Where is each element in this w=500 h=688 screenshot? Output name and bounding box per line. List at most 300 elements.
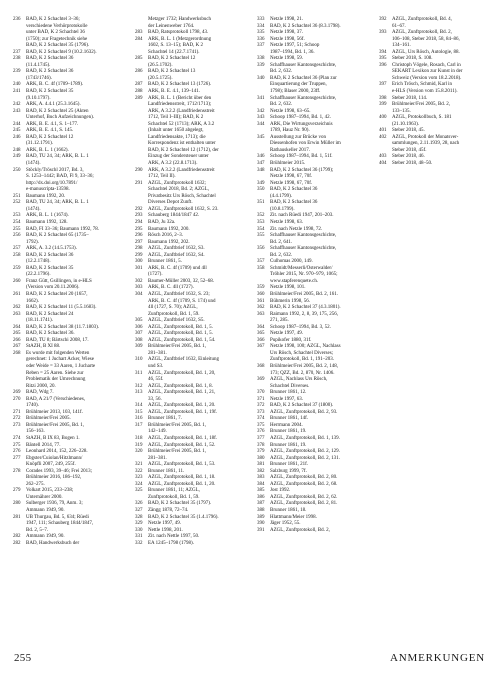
endnote <box>135 17 253 30</box>
endnote <box>257 364 375 377</box>
endnote-text: Ammann 1949, 90. <box>26 534 65 540</box>
endnote-number: 350 <box>257 187 265 193</box>
endnote-text: Netzle 1998, 37. <box>270 30 304 36</box>
endnote <box>379 115 497 128</box>
endnote-number: 345 <box>257 134 265 140</box>
endnote <box>257 96 375 109</box>
endnote <box>13 541 131 548</box>
endnote <box>135 96 253 168</box>
endnote-text: Baumann 1992, 200. <box>148 226 190 232</box>
endnote-number: 243 <box>13 108 21 114</box>
endnote-text: Bühmerin 1998, 56. <box>270 298 310 304</box>
endnote-text: AZGL, Zunftprotokoll, Bd. 1, 21, 33, 56. <box>148 390 216 402</box>
endnote <box>13 279 131 292</box>
endnote-text: Brühlmeier/Frei 2005, Bd. 2, 133–135. <box>392 102 451 114</box>
endnote-text: Netzle 1998, 21. <box>270 17 304 22</box>
endnote-number: 304 <box>135 291 143 297</box>
endnote-number: 321 <box>135 462 143 468</box>
endnote-text: AZGL, Zunftprotokoll, Bd. 1, 139. <box>270 436 340 441</box>
endnote-number: 320 <box>135 449 143 455</box>
endnote-text: Ebgster/Cuiolan/Hitzlmann/ Knöpfli 2007, 249, 255f. <box>26 455 83 468</box>
endnote-number: 300 <box>135 259 143 265</box>
endnote <box>135 56 253 69</box>
endnote-text: AZGL, Zunftprotokoll, Bd. 1, 8. <box>148 383 213 389</box>
endnote-text: BAD, Wdg 7. <box>26 390 54 396</box>
endnote-text: AZGL, Zunftbrief 1632, Einleitung und S3. <box>148 357 219 369</box>
endnote <box>257 246 375 259</box>
endnote-text: Netzle 1998, 100; AZGL, Nachlass Urs Rösch, Schachtel Diverses; Zunftprotokoll, Bd. 1, 191–203. <box>270 344 341 363</box>
endnote-text: AZGL, Zunftprotokoll, Bd. 1, 20, 46, 55f. <box>148 370 216 383</box>
endnote-text: ARK, A. 4.4.1 (25.3.1645). <box>26 102 81 108</box>
endnote-number: 335 <box>257 30 265 36</box>
endnote-text: ARK, A. 3.2 (14.5.1753). <box>26 246 77 252</box>
endnote-text: AZGL, Zunftprotokoll, Bd. 1, 20. <box>148 403 216 409</box>
endnote-text: AZGL, Zunftprotokoll, Bd. 4, 61–67. <box>392 17 452 29</box>
endnote-text: BAD, K 2 Schachtel 36. <box>26 331 75 337</box>
endnote <box>13 397 131 410</box>
endnote-text: ARK, B. C. 4f (1709–1789). <box>26 82 84 88</box>
endnote-text: BAD, K 2 Schachtel 3–36; verschiedene Verhörprotokolle unter BAD, K 2 Schachtel 36 (1750); zur Fragetechnik siehe BAD, K 2 Schachtel 35 (1796). <box>26 17 90 49</box>
endnote-number: 252 <box>13 200 21 206</box>
endnote-number: 403 <box>379 154 387 160</box>
endnote <box>13 456 131 469</box>
endnote-text: Brühlmeier/Frei 2005, Bd. 2, 161. <box>270 291 339 297</box>
endnote-number: 319 <box>135 442 143 448</box>
endnote-number: 390 <box>257 521 265 527</box>
endnote-number: 323 <box>135 475 143 481</box>
endnote-text: AZGL, Zunftprotokoll, Bd. 1, 20. <box>148 481 216 487</box>
endnote-number: 237 <box>13 49 21 55</box>
endnote <box>13 501 131 514</box>
endnote-number: 401 <box>379 128 387 134</box>
endnote-text: Brunner 1861, 18. <box>270 508 307 514</box>
endnote-number: 402 <box>379 134 387 140</box>
endnote-text: BAD, K 2 Schachtel 36 (10.8.1799). <box>270 200 318 212</box>
endnote-text: AZGL, Zunftprotokoll, Bd. 1, 52. <box>148 442 216 448</box>
endnote-text: BAD, K 2 Schachtel 37 (1800). <box>270 403 334 409</box>
endnote-text: ARK, B. E. 4.1, S. 1–177. <box>26 121 79 127</box>
endnote <box>13 266 131 279</box>
endnote-number: 301 <box>135 265 143 271</box>
endnote-number: 336 <box>257 36 265 42</box>
endnote <box>135 488 253 501</box>
endnote-text: Netzle 1998, 63. <box>270 219 304 225</box>
endnote <box>135 266 253 279</box>
endnote-number: 257 <box>13 246 21 252</box>
endnote <box>135 357 253 370</box>
endnote-text: Steber 2018, 46. <box>392 154 425 160</box>
endnote-text: Baumann 1992, 202. <box>148 239 190 245</box>
endnote-number: 313 <box>135 390 143 396</box>
endnote-text: EA 1245–1798 (1798). <box>148 540 194 546</box>
endnote-number: 263 <box>13 311 21 317</box>
endnote-text: Brühlmeier/Frei 2005, Bd. 1, 156–163. <box>26 422 85 435</box>
endnote-number: 344 <box>257 121 265 127</box>
endnote-text: Corades 1993, 39–46; Frei 2013; Brühlmeier 2016, 186–192, 262–275. <box>26 468 92 487</box>
endnote-number: 395 <box>379 56 387 62</box>
endnote-text: Brunner 1861, 7. <box>148 416 182 422</box>
endnote-text: ARK, B. L. 1 (1662). <box>26 147 69 153</box>
endnote-text: Brunner 1861, 12. <box>270 390 307 396</box>
endnote-text: AZGL, Zunftprotokoll 1632; Schachtel 2018, Bd. 2; AZGL, Privatbesitz Urs Rösch, Schachtel Diverses Depot Zunft. <box>148 180 216 206</box>
endnote-number: 274 <box>13 436 21 441</box>
endnote-number: 253 <box>13 213 21 219</box>
endnote-number: 348 <box>257 167 265 173</box>
endnote-text: Stöckly/Tröschl 2017, Bd. 3, S. 1253–1442; BAD, Fl 9, 33–36; http://dx.doi.org/10.7891/ e-manuscripta-13598. <box>26 167 94 193</box>
endnote-text: Brühlmeier/Frei 2005, Bd. 2, 148, 173; QZZ, Bd. 2, 870, Nr. 1406. <box>270 363 339 376</box>
endnote-text: Brühlmeier/Frei 2005. <box>26 416 71 422</box>
endnote-text: ARK, A 3.2.2 (Landfriedensstreit 1712, Teil II). <box>148 167 215 180</box>
endnote-text: BAD, TU 24, 34; ARK, B. L. 1 (1474). <box>26 200 89 212</box>
endnote-number: 376 <box>257 429 265 435</box>
endnote-number: 333 <box>257 17 265 22</box>
endnote <box>13 312 131 325</box>
endnote <box>379 135 497 155</box>
endnote <box>13 233 131 246</box>
endnote-text: AZGL, Zunftbrief 1632, S4. <box>148 252 205 258</box>
endnote-number: 384 <box>257 481 265 487</box>
endnote-text: Steber 2018, S. 108. <box>392 56 433 62</box>
endnote-text: Brühlmeier 2013, 103, 141f. <box>26 409 83 415</box>
endnote-number: 255 <box>13 226 21 232</box>
endnote-text: AZGL, Zunftprotokoll, Bd. 2, 93. <box>270 409 338 415</box>
endnote-text: AZGL, Zunftprotokoll, Bd. 2, 129. <box>270 449 340 455</box>
endnote <box>257 528 375 535</box>
endnote-text: BAD, K 2 Schachtel 25 (Akten Unterhof, Buch Aufzeichnungen). <box>26 108 95 121</box>
endnote-number: 265 <box>13 331 21 337</box>
endnote-number: 266 <box>13 337 21 343</box>
endnote-number: 366 <box>257 337 265 343</box>
endnote-number: 334 <box>257 23 265 29</box>
endnote-number: 381 <box>257 462 265 468</box>
endnote-text: Salzburg 1999, 7f. <box>270 468 307 474</box>
endnote-number: 378 <box>257 442 265 448</box>
endnote <box>257 135 375 155</box>
endnote-number: 254 <box>13 219 21 225</box>
endnote-text: Brühlmeier/Frei 2005, Bd. 1, 281–381. <box>148 449 207 461</box>
endnote-number: 400 <box>379 115 387 121</box>
endnote-text: Netzle 1997, 49. <box>270 331 304 337</box>
endnote-number: 299 <box>135 252 143 258</box>
endnote-text: StAZH, B XI 88. <box>26 344 61 350</box>
endnote-text: BAD, K 2 Schachtel 36 (1743/1746). <box>26 69 74 81</box>
endnote-text: BAD, K 2 Schachtel 36 (Plan zur Einquartierung der Truppen, 1798); Blaser 2000, 23ff. <box>270 75 337 95</box>
endnote-text: BAD, K 2 Schachtel 36 (11.4.1745). <box>26 56 74 68</box>
endnote-number: 305 <box>135 318 143 324</box>
endnote-number: 275 <box>13 442 21 448</box>
endnote-text: Herrmann 2004. <box>270 422 303 428</box>
endnote-number: 379 <box>257 449 265 455</box>
endnote-number: 330 <box>135 527 143 533</box>
endnote <box>135 69 253 82</box>
endnote-text: AZGL, Zunftprotokoll, Bd. 1, 18. <box>148 475 216 481</box>
endnote-text: BAD, TU 24, 34; ARK, B. L. 1 (1474). <box>26 154 89 167</box>
endnote-number: 318 <box>135 436 143 441</box>
endnote-text: BAD, TU 8; Bärtschi 2008, 17. <box>26 337 89 343</box>
endnote-number: 351 <box>257 200 265 206</box>
endnote-text: Hlattmann/Meier 1998. <box>270 514 317 520</box>
endnote-text: BAD, K 2 Schachtel 65 (1735– 1792). <box>26 233 89 245</box>
endnote-text: Volkart 2015, 233–238; Unternährer 2000. <box>26 488 74 500</box>
endnote <box>135 423 253 436</box>
endnote-number: 270 <box>13 396 21 402</box>
endnote-text: ARK, B. L. 1 (Metzgerordnung 1602, S. 13–15); BAD, K 2 Schachtel 14 (22.7.1741). <box>148 36 212 55</box>
endnote-number: 289 <box>135 95 143 101</box>
notes-column-1 <box>13 17 131 547</box>
endnote-number: 310 <box>135 357 143 363</box>
endnote-text: AZGL, Zunftprotokoll, Bd. 2, <box>270 527 330 533</box>
endnote-text: Netzle 1998, 101. <box>270 285 306 291</box>
endnote-text: BAD, K 2 Schachtel 35 (1797). <box>148 501 212 507</box>
endnote-number: 382 <box>257 468 265 474</box>
endnote <box>257 168 375 181</box>
endnote-text: AZGL, Zunftprotokoll, Bd. 2, 80. <box>270 475 338 481</box>
endnote-number: 256 <box>13 233 21 239</box>
endnote-text: Netzle 1997, 63. <box>270 396 304 402</box>
endnote-text: Bäntell 2014, 77. <box>26 442 61 448</box>
endnote-number: 248 <box>13 147 21 153</box>
endnote-number: 239 <box>13 69 21 75</box>
endnote-number: 387 <box>257 501 265 507</box>
endnote-number: 269 <box>13 390 21 396</box>
notes-column-2 <box>135 17 253 547</box>
endnote-number: 385 <box>257 488 265 494</box>
endnote <box>13 56 131 69</box>
endnote-text: Schaffhauser Kantonsgeschichte, Bd. 2, 632. <box>270 95 337 108</box>
endnote-number: 404 <box>379 161 387 167</box>
endnote-text: AZGL, Zunftprotokoll, Bd. 2, 68. <box>270 481 338 487</box>
endnote-text: Brunner 1861, 11; AZGL, Zunftprotokoll, Bd. 1, 59. <box>148 488 200 500</box>
endnote-number: 291 <box>135 180 143 186</box>
endnote-number: 303 <box>135 285 143 291</box>
endnote-text: StAZH, B IX 83, Bogen 1. <box>26 436 80 441</box>
endnote-text: Steber 2018, 48–50. <box>392 161 433 167</box>
endnote-number: 317 <box>135 422 143 428</box>
endnote-number: 338 <box>257 56 265 62</box>
endnote-number: 373 <box>257 409 265 415</box>
endnote-number: 352 <box>257 213 265 219</box>
notes-column-3 <box>257 17 375 534</box>
endnote-number: 374 <box>257 416 265 422</box>
endnote-number: 361 <box>257 298 265 304</box>
endnote-text: Schauberg 1844/1847 42. <box>148 213 200 219</box>
endnote-text: Brühlmeier 2015. <box>270 161 306 167</box>
endnote <box>135 181 253 207</box>
endnote-text: AZGL, Zunftprotokoll, Bd. 2, 131. <box>270 455 340 461</box>
endnote-text: BAD, FI 33–36; Baumann 1992, 78. <box>26 226 100 232</box>
endnote-text: BAD, K 2 Schachtel 38 (11.7.1803). <box>26 324 99 330</box>
endnote-number: 375 <box>257 422 265 428</box>
endnote-text: BAD, K 2 Schachtel 12 (31.12.1791). <box>26 134 74 147</box>
endnote <box>257 312 375 325</box>
endnote <box>257 233 375 246</box>
endnote-number: 244 <box>13 121 21 127</box>
endnote-number: 358 <box>257 265 265 271</box>
endnote-number: 359 <box>257 285 265 291</box>
endnote-number: 271 <box>13 409 21 415</box>
endnote-text: Erich Trösch, Schmid, Karl in e-HLS (Version vom 15.8.2011). <box>392 82 458 95</box>
endnote <box>13 351 131 390</box>
endnote-number: 241 <box>13 89 21 95</box>
endnote-number: 236 <box>13 17 21 22</box>
endnote-number: 399 <box>379 102 387 108</box>
endnote <box>379 17 497 30</box>
endnote-number: 397 <box>379 82 387 88</box>
endnote-text: BAD, K 2 Schachtel 36 (12.2.1748). <box>26 252 74 265</box>
endnote-number: 364 <box>257 324 265 330</box>
endnote-number: 250 <box>13 167 21 173</box>
endnote-text: Schaffhauser Kantonsgeschichte, Bd. 2, 632. <box>270 246 337 258</box>
endnote-text: Pupikofer 1880, 31f. <box>270 337 312 343</box>
endnote-text: Raimann 1992, 2, 8, 39, 175, 256, 271, 285. <box>270 311 339 324</box>
endnote-number: 246 <box>13 134 21 140</box>
endnote <box>13 488 131 501</box>
endnote-text: AZGL, Nachlass Urs Rösch, Schachtel Diverses. <box>270 377 328 389</box>
endnote-text: ARK, B. C. 4ll (1727). <box>148 285 194 291</box>
endnote-number: 398 <box>379 95 387 101</box>
endnote-number: 277 <box>13 455 21 461</box>
endnote-number: 251 <box>13 193 21 199</box>
endnote-number: 260 <box>13 278 21 284</box>
endnote-text: Schaffhauser Kantonsgeschichte, Bd. 2, 641. <box>270 233 337 245</box>
endnote-number: 249 <box>13 154 21 160</box>
endnote-number: 276 <box>13 449 21 455</box>
endnote-number: 331 <box>135 534 143 540</box>
endnote-text: Brunner 1861, 5. <box>148 259 182 265</box>
endnote-text: AZGL, Zunftprotokoll, Bd. 1, 5. <box>148 331 213 337</box>
endnote-number: 349 <box>257 180 265 186</box>
endnote <box>13 292 131 305</box>
endnote-text: Es wurde mit folgenden Werten gerechnet: 1 Juchart Acker, Wiese oder Weide = 33 Aaren, 1 Jucharte Reben = 25 Aaren. Siehe zur Problematik der Umrechnung Ritzi 2000, 20. <box>26 350 96 389</box>
endnote-number: 388 <box>257 508 265 514</box>
endnote-number: 370 <box>257 390 265 396</box>
endnote <box>13 253 131 266</box>
endnote-text: Baumann 1992, 20. <box>26 193 66 199</box>
endnote <box>257 187 375 200</box>
endnote-number: 238 <box>13 56 21 62</box>
endnote-text: Ausstellung zur Brücke von Diessenhofen von Erwin Müller im Rathauskeller 2017. <box>270 134 341 153</box>
endnote-number: 292 <box>135 206 143 212</box>
endnote-text: BAD, K 2 Schachtel 12 (26.5.1702). <box>148 56 196 68</box>
endnote-number: 342 <box>257 108 265 114</box>
endnote <box>135 344 253 357</box>
endnote-number: 328 <box>135 514 143 520</box>
endnote-number: 346 <box>257 154 265 160</box>
endnote-number: 279 <box>13 488 21 494</box>
endnote-number: 245 <box>13 128 21 134</box>
endnote-text: Steber 2018, 114. <box>392 95 428 101</box>
endnote <box>257 63 375 76</box>
endnote <box>13 200 131 213</box>
endnote-number: 389 <box>257 514 265 520</box>
endnote-text: BAD, A 21/7 (Verschiedenes, 1740). <box>26 396 86 409</box>
endnote-number: 360 <box>257 291 265 297</box>
endnote <box>13 154 131 167</box>
endnote-text: Jäger 1952, 55. <box>270 521 301 527</box>
endnote-text: AZGL, Zunftprotokoll, Bd. 2, 106–108, Steber 2018, 58, 84–86, 134–161. <box>392 30 460 49</box>
endnote <box>135 449 253 462</box>
endnote-text: BAD, K 2 Schachtel 9 (10.2.1632). <box>26 49 97 55</box>
endnote-text: Zit. nach Rüedi 1947, 201–203. <box>270 213 334 219</box>
endnote-number: 362 <box>257 305 265 311</box>
endnote <box>135 390 253 403</box>
endnote-number: 286 <box>135 69 143 75</box>
endnote-number: 327 <box>135 508 143 514</box>
endnote-text: Netzle 1998, 59. <box>270 56 304 62</box>
endnote-number: 340 <box>257 75 265 81</box>
endnote <box>135 37 253 57</box>
endnote-text: AZGL, Zunftbrief 1632, S3. <box>148 246 205 252</box>
endnote-text: AZGL, Zunftprotokoll, Bd. 2, 62. <box>270 494 338 500</box>
endnote-text: Rösch 2016, 2–3. <box>148 233 183 239</box>
endnote <box>13 17 131 50</box>
endnote <box>135 371 253 384</box>
endnote-text: Netzle 1997, 51; Schoop 1987–1994, Bd. 1, 36. <box>270 43 320 55</box>
endnote-text: BAD, K 2 Schachtel 11 (5.5.1683). <box>26 305 97 311</box>
endnote <box>379 63 497 83</box>
endnote-number: 356 <box>257 246 265 252</box>
endnote-text: Schoop 1987–1994, Bd. 1, 51f. <box>270 154 333 160</box>
endnote-number: 280 <box>13 501 21 507</box>
endnote <box>13 423 131 436</box>
endnote-text: Brühlmeier/Frei 2005, Bd. 1, 142–149. <box>148 422 207 435</box>
endnote-text: Baumer-Müller 2003, 32, 52–68. <box>148 278 215 284</box>
endnote-number: 295 <box>135 226 143 232</box>
endnote-text: Schmidt/Messerli/Osterwalder/ Tröhler 2015, Nr. 970–979, 1065; www.stapferenquete.ch. <box>270 265 338 284</box>
endnote-text: BAD, K 2 Schachtel 24 (18.11.1741). <box>26 311 74 324</box>
endnote <box>13 109 131 122</box>
endnote-text: BAD, K 2 Schachtel 35 (22.2.1796). <box>26 265 74 278</box>
endnote <box>257 266 375 286</box>
endnote-text: BAD, Ratsprotokoll 1798, 43. <box>148 30 209 36</box>
endnote <box>135 168 253 181</box>
endnote <box>13 469 131 489</box>
endnote-text: AZGL, Zunftprotokoll 1632, S. 23. <box>148 206 219 212</box>
endnote <box>257 377 375 390</box>
endnote-text: ARK, B. L. 1 (Bericht über den Landfriedensstreit, 1712/1713); ARK, A 3.2.2 (Landfriedensstreit 1712, Teil I–III); BAD, K 2 Schachtel 52 (1713); ARK, A 3.2 (Inhalt unter 1650 abgelegt, Landfriedensakte, 1713); die Korrespondenz ist enthalten unter BAD, K 2 Schachtel 12 (1712), der Einzug der Sondersteuer unter ARK, A 3.2 (22.8.1713). <box>148 95 219 167</box>
endnote-number: 368 <box>257 363 265 369</box>
endnote-number: 314 <box>135 403 143 409</box>
endnote-text: Culhomas 2000, 149. <box>270 259 313 265</box>
endnote <box>13 515 131 535</box>
endnote-text: Schaffhauser Kantonsgeschichte, Bd. 2, 632. <box>270 62 337 75</box>
endnote-number: 325 <box>135 488 143 494</box>
endnote-number: 365 <box>257 331 265 337</box>
endnote-number: 367 <box>257 344 265 350</box>
endnote-text: BAD, K 2 Schachtel 13 (1726). <box>148 82 212 88</box>
endnote-number: 293 <box>135 213 143 219</box>
endnote-number: 287 <box>135 82 143 88</box>
endnote-number: 369 <box>257 377 265 383</box>
endnote-number: 393 <box>379 30 387 36</box>
endnote-text: ARK, B. E. 4.1, S. 145. <box>26 128 74 134</box>
endnote-number: 261 <box>13 291 21 297</box>
endnote-number: 316 <box>135 416 143 422</box>
endnote-number: 324 <box>135 481 143 487</box>
endnote-number: 311 <box>135 370 143 376</box>
endnote-number: 322 <box>135 468 143 474</box>
endnote-number: 309 <box>135 344 143 350</box>
endnote-text: Brunner 1861, 19. <box>270 442 307 448</box>
endnote-number: 294 <box>135 219 143 225</box>
endnote-text: Brunner 1861, 21f. <box>270 462 309 468</box>
endnote-number: 339 <box>257 62 265 68</box>
endnote-number: 288 <box>135 89 143 95</box>
endnote-number: 380 <box>257 455 265 461</box>
endnote-text: AZGL, Zunftprotokoll, Bd. 1, 19f. <box>148 409 218 415</box>
endnote-text: Netzle 1998, 67, 70f. <box>270 180 313 186</box>
endnote-number: 372 <box>257 403 265 409</box>
